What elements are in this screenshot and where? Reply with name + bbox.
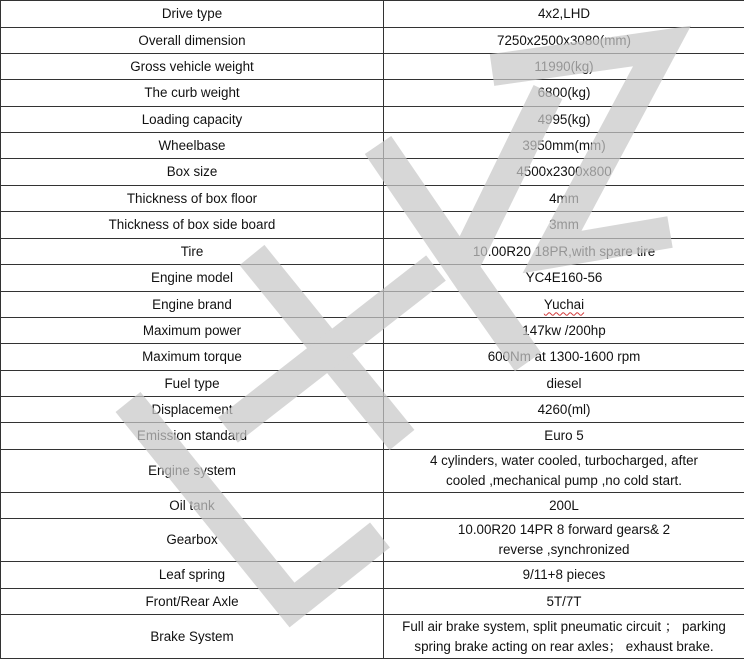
table-row xyxy=(1,159,744,186)
spec-value: 4995(kg) xyxy=(384,107,744,133)
spec-label: Gearbox xyxy=(1,519,384,562)
spec-value: 10.00R20 18PR,with spare tire xyxy=(384,239,744,265)
spec-value: Euro 5 xyxy=(384,423,744,450)
table-row xyxy=(1,212,744,239)
spec-value xyxy=(384,519,744,562)
spec-label: Maximum power xyxy=(1,318,384,344)
table-row xyxy=(1,519,744,562)
spec-value-line: 10.00R20 14PR 8 forward gears& 2 xyxy=(458,522,670,537)
table-row xyxy=(1,107,744,133)
spec-label: Drive type xyxy=(1,1,384,28)
spec-value-line: Full air brake system, split pneumatic circuit ； parking xyxy=(402,619,726,634)
spec-value: diesel xyxy=(384,371,744,397)
spec-label: Front/Rear Axle xyxy=(1,589,384,615)
spec-label: Leaf spring xyxy=(1,562,384,589)
table-row xyxy=(1,423,744,450)
table-row xyxy=(1,292,744,318)
spec-label: The curb weight xyxy=(1,80,384,107)
table-row xyxy=(1,344,744,371)
spec-value: 147kw /200hp xyxy=(384,318,744,344)
spec-value: 6800(kg) xyxy=(384,80,744,107)
spec-value xyxy=(384,615,744,659)
spec-label: Brake System xyxy=(1,615,384,659)
spec-value: 11990(kg) xyxy=(384,54,744,80)
spec-label: Emission standard xyxy=(1,423,384,450)
spec-label: Wheelbase xyxy=(1,133,384,159)
spec-value: 7250x2500x3080(mm) xyxy=(384,28,744,54)
table-row xyxy=(1,133,744,159)
spec-value-line: 4 cylinders, water cooled, turbocharged, after xyxy=(430,453,698,468)
spec-label: Loading capacity xyxy=(1,107,384,133)
table-row xyxy=(1,80,744,107)
table-row xyxy=(1,450,744,493)
spec-label: Displacement xyxy=(1,397,384,423)
spec-value xyxy=(384,450,744,493)
table-row xyxy=(1,397,744,423)
spec-value: 4x2,LHD xyxy=(384,1,744,28)
spec-label: Engine system xyxy=(1,450,384,493)
spec-value: 600Nm at 1300-1600 rpm xyxy=(384,344,744,371)
table-row xyxy=(1,589,744,615)
spec-value: 3mm xyxy=(384,212,744,239)
spec-value-line: reverse ,synchronized xyxy=(499,542,630,557)
table-row xyxy=(1,493,744,519)
spec-value: 5T/7T xyxy=(384,589,744,615)
table-row xyxy=(1,54,744,80)
table-row xyxy=(1,318,744,344)
spec-value: 3950mm(mm) xyxy=(384,133,744,159)
spec-label: Box size xyxy=(1,159,384,186)
table-row xyxy=(1,265,744,292)
spec-value: 200L xyxy=(384,493,744,519)
table-row xyxy=(1,239,744,265)
spec-label: Maximum torque xyxy=(1,344,384,371)
spec-label: Overall dimension xyxy=(1,28,384,54)
spec-value-line: cooled ,mechanical pump ,no cold start. xyxy=(446,473,682,488)
spec-label: Engine brand xyxy=(1,292,384,318)
table-row xyxy=(1,371,744,397)
spec-label: Oil tank xyxy=(1,493,384,519)
spec-label: Tire xyxy=(1,239,384,265)
spec-label: Engine model xyxy=(1,265,384,292)
spec-value-line: spring brake acting on rear axles； exhaust brake. xyxy=(414,639,713,654)
spec-value: 4500x2300x800 xyxy=(384,159,744,186)
table-row xyxy=(1,1,744,28)
spec-value: YC4E160-56 xyxy=(384,265,744,292)
spec-value: 9/11+8 pieces xyxy=(384,562,744,589)
spec-label: Thickness of box side board xyxy=(1,212,384,239)
spellcheck-underline: Yuchai xyxy=(544,297,584,312)
spec-value: 4260(ml) xyxy=(384,397,744,423)
table-row xyxy=(1,562,744,589)
spec-value xyxy=(384,292,744,318)
spec-label: Thickness of box floor xyxy=(1,186,384,212)
spec-value: 4mm xyxy=(384,186,744,212)
table-row xyxy=(1,615,744,659)
table-row xyxy=(1,186,744,212)
spec-label: Fuel type xyxy=(1,371,384,397)
spec-label: Gross vehicle weight xyxy=(1,54,384,80)
table-row xyxy=(1,28,744,54)
